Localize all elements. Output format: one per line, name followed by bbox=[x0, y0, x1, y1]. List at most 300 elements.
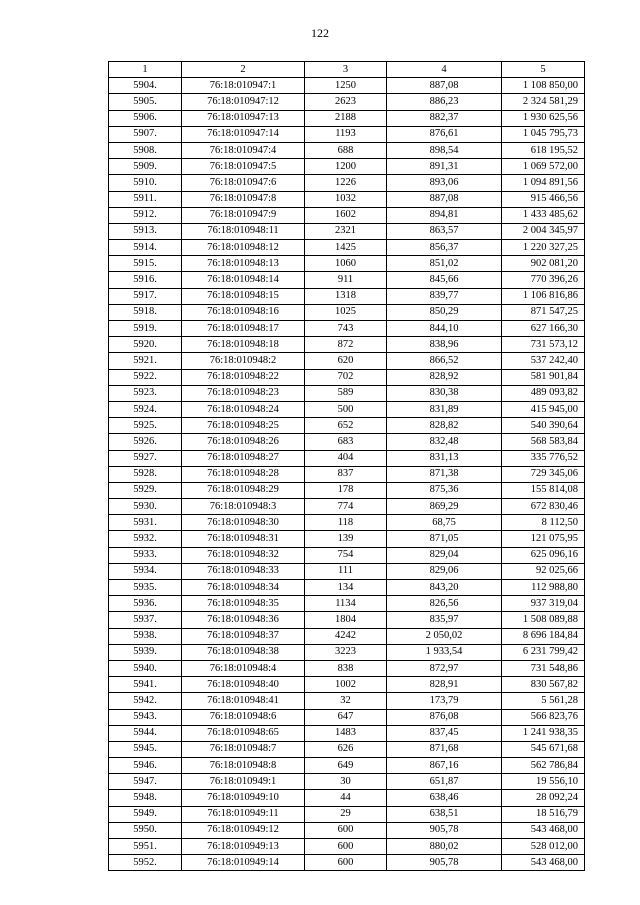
row-number-cell: 5952. bbox=[109, 855, 182, 871]
cadastral-number-cell: 76:18:010947:8 bbox=[182, 191, 305, 207]
cadastral-number-cell: 76:18:010948:15 bbox=[182, 288, 305, 304]
table-row bbox=[109, 515, 585, 531]
cadastral-number-cell: 76:18:010948:26 bbox=[182, 434, 305, 450]
area-cell: 1226 bbox=[305, 175, 387, 191]
area-cell: 649 bbox=[305, 758, 387, 774]
area-cell: 1602 bbox=[305, 207, 387, 223]
table-row bbox=[109, 693, 585, 709]
row-number-cell: 5931. bbox=[109, 515, 182, 531]
rate-cell: 867,16 bbox=[387, 758, 502, 774]
rate-cell: 872,97 bbox=[387, 660, 502, 676]
row-number-cell: 5913. bbox=[109, 223, 182, 239]
row-number-cell: 5950. bbox=[109, 822, 182, 838]
value-cell: 92 025,66 bbox=[502, 563, 585, 579]
table-row bbox=[109, 822, 585, 838]
rate-cell: 835,97 bbox=[387, 612, 502, 628]
row-number-cell: 5925. bbox=[109, 418, 182, 434]
rate-cell: 882,37 bbox=[387, 110, 502, 126]
row-number-cell: 5937. bbox=[109, 612, 182, 628]
row-number-cell: 5921. bbox=[109, 353, 182, 369]
cadastral-number-cell: 76:18:010948:38 bbox=[182, 644, 305, 660]
value-cell: 1 241 938,35 bbox=[502, 725, 585, 741]
area-cell: 1193 bbox=[305, 126, 387, 142]
value-cell: 915 466,56 bbox=[502, 191, 585, 207]
table-row bbox=[109, 142, 585, 158]
table-row bbox=[109, 159, 585, 175]
value-cell: 1 045 795,73 bbox=[502, 126, 585, 142]
value-cell: 770 396,26 bbox=[502, 272, 585, 288]
row-number-cell: 5941. bbox=[109, 677, 182, 693]
column-header: 3 bbox=[305, 62, 387, 78]
row-number-cell: 5935. bbox=[109, 580, 182, 596]
area-cell: 837 bbox=[305, 466, 387, 482]
rate-cell: 1 933,54 bbox=[387, 644, 502, 660]
row-number-cell: 5944. bbox=[109, 725, 182, 741]
row-number-cell: 5936. bbox=[109, 596, 182, 612]
rate-cell: 891,31 bbox=[387, 159, 502, 175]
rate-cell: 845,66 bbox=[387, 272, 502, 288]
row-number-cell: 5927. bbox=[109, 450, 182, 466]
area-cell: 2623 bbox=[305, 94, 387, 110]
rate-cell: 905,78 bbox=[387, 822, 502, 838]
area-cell: 838 bbox=[305, 660, 387, 676]
rate-cell: 843,20 bbox=[387, 580, 502, 596]
cadastral-number-cell: 76:18:010947:14 bbox=[182, 126, 305, 142]
cadastral-number-cell: 76:18:010949:11 bbox=[182, 806, 305, 822]
value-cell: 540 390,64 bbox=[502, 418, 585, 434]
row-number-cell: 5945. bbox=[109, 741, 182, 757]
table-row bbox=[109, 369, 585, 385]
area-cell: 626 bbox=[305, 741, 387, 757]
table-body bbox=[109, 78, 585, 871]
table-row bbox=[109, 660, 585, 676]
cadastral-number-cell: 76:18:010948:37 bbox=[182, 628, 305, 644]
rate-cell: 866,52 bbox=[387, 353, 502, 369]
area-cell: 134 bbox=[305, 580, 387, 596]
table-row bbox=[109, 677, 585, 693]
row-number-cell: 5916. bbox=[109, 272, 182, 288]
area-cell: 2188 bbox=[305, 110, 387, 126]
row-number-cell: 5908. bbox=[109, 142, 182, 158]
value-cell: 543 468,00 bbox=[502, 855, 585, 871]
row-number-cell: 5917. bbox=[109, 288, 182, 304]
area-cell: 743 bbox=[305, 321, 387, 337]
cadastral-number-cell: 76:18:010947:12 bbox=[182, 94, 305, 110]
value-cell: 121 075,95 bbox=[502, 531, 585, 547]
row-number-cell: 5911. bbox=[109, 191, 182, 207]
rate-cell: 886,23 bbox=[387, 94, 502, 110]
rate-cell: 832,48 bbox=[387, 434, 502, 450]
row-number-cell: 5943. bbox=[109, 709, 182, 725]
table-row bbox=[109, 499, 585, 515]
cadastral-number-cell: 76:18:010948:25 bbox=[182, 418, 305, 434]
rate-cell: 894,81 bbox=[387, 207, 502, 223]
row-number-cell: 5933. bbox=[109, 547, 182, 563]
row-number-cell: 5946. bbox=[109, 758, 182, 774]
value-cell: 2 324 581,29 bbox=[502, 94, 585, 110]
rate-cell: 871,38 bbox=[387, 466, 502, 482]
rate-cell: 844,10 bbox=[387, 321, 502, 337]
value-cell: 528 012,00 bbox=[502, 839, 585, 855]
row-number-cell: 5915. bbox=[109, 256, 182, 272]
area-cell: 652 bbox=[305, 418, 387, 434]
column-header: 1 bbox=[109, 62, 182, 78]
cadastral-number-cell: 76:18:010948:65 bbox=[182, 725, 305, 741]
area-cell: 1134 bbox=[305, 596, 387, 612]
rate-cell: 828,91 bbox=[387, 677, 502, 693]
rate-cell: 831,89 bbox=[387, 401, 502, 417]
column-header: 2 bbox=[182, 62, 305, 78]
area-cell: 1025 bbox=[305, 304, 387, 320]
table-row bbox=[109, 288, 585, 304]
area-cell: 702 bbox=[305, 369, 387, 385]
row-number-cell: 5904. bbox=[109, 78, 182, 94]
area-cell: 620 bbox=[305, 353, 387, 369]
rate-cell: 829,04 bbox=[387, 547, 502, 563]
cadastral-number-cell: 76:18:010948:14 bbox=[182, 272, 305, 288]
rate-cell: 850,29 bbox=[387, 304, 502, 320]
area-cell: 774 bbox=[305, 499, 387, 515]
cadastral-number-cell: 76:18:010948:2 bbox=[182, 353, 305, 369]
rate-cell: 839,77 bbox=[387, 288, 502, 304]
table-row bbox=[109, 450, 585, 466]
page-number: 122 bbox=[311, 26, 329, 40]
row-number-cell: 5912. bbox=[109, 207, 182, 223]
column-header: 5 bbox=[502, 62, 585, 78]
area-cell: 1425 bbox=[305, 240, 387, 256]
rate-cell: 173,79 bbox=[387, 693, 502, 709]
value-cell: 112 988,80 bbox=[502, 580, 585, 596]
area-cell: 600 bbox=[305, 855, 387, 871]
table-row bbox=[109, 418, 585, 434]
table-row bbox=[109, 304, 585, 320]
row-number-cell: 5920. bbox=[109, 337, 182, 353]
area-cell: 647 bbox=[305, 709, 387, 725]
cadastral-number-cell: 76:18:010948:6 bbox=[182, 709, 305, 725]
area-cell: 30 bbox=[305, 774, 387, 790]
area-cell: 600 bbox=[305, 822, 387, 838]
cadastral-number-cell: 76:18:010947:5 bbox=[182, 159, 305, 175]
cadastral-number-cell: 76:18:010948:11 bbox=[182, 223, 305, 239]
value-cell: 537 242,40 bbox=[502, 353, 585, 369]
table-row bbox=[109, 191, 585, 207]
value-cell: 2 004 345,97 bbox=[502, 223, 585, 239]
row-number-cell: 5929. bbox=[109, 482, 182, 498]
table-row bbox=[109, 644, 585, 660]
value-cell: 1 108 850,00 bbox=[502, 78, 585, 94]
cadastral-number-cell: 76:18:010948:31 bbox=[182, 531, 305, 547]
area-cell: 754 bbox=[305, 547, 387, 563]
table-row bbox=[109, 272, 585, 288]
rate-cell: 2 050,02 bbox=[387, 628, 502, 644]
table-row bbox=[109, 547, 585, 563]
rate-cell: 828,82 bbox=[387, 418, 502, 434]
rate-cell: 869,29 bbox=[387, 499, 502, 515]
cadastral-number-cell: 76:18:010949:14 bbox=[182, 855, 305, 871]
value-cell: 543 468,00 bbox=[502, 822, 585, 838]
table-row bbox=[109, 94, 585, 110]
rate-cell: 638,51 bbox=[387, 806, 502, 822]
area-cell: 600 bbox=[305, 839, 387, 855]
rate-cell: 826,56 bbox=[387, 596, 502, 612]
rate-cell: 856,37 bbox=[387, 240, 502, 256]
area-cell: 1032 bbox=[305, 191, 387, 207]
row-number-cell: 5934. bbox=[109, 563, 182, 579]
cadastral-number-cell: 76:18:010948:7 bbox=[182, 741, 305, 757]
table-row bbox=[109, 563, 585, 579]
cadastral-number-cell: 76:18:010947:13 bbox=[182, 110, 305, 126]
row-number-cell: 5949. bbox=[109, 806, 182, 822]
value-cell: 28 092,24 bbox=[502, 790, 585, 806]
rate-cell: 651,87 bbox=[387, 774, 502, 790]
area-cell: 589 bbox=[305, 385, 387, 401]
cadastral-number-cell: 76:18:010948:33 bbox=[182, 563, 305, 579]
cadastral-number-cell: 76:18:010948:8 bbox=[182, 758, 305, 774]
rate-cell: 898,54 bbox=[387, 142, 502, 158]
cadastral-number-cell: 76:18:010948:16 bbox=[182, 304, 305, 320]
rate-cell: 887,08 bbox=[387, 78, 502, 94]
table-row bbox=[109, 207, 585, 223]
rate-cell: 837,45 bbox=[387, 725, 502, 741]
area-cell: 688 bbox=[305, 142, 387, 158]
value-cell: 6 231 799,42 bbox=[502, 644, 585, 660]
value-cell: 627 166,30 bbox=[502, 321, 585, 337]
rate-cell: 875,36 bbox=[387, 482, 502, 498]
cadastral-number-cell: 76:18:010948:34 bbox=[182, 580, 305, 596]
row-number-cell: 5942. bbox=[109, 693, 182, 709]
value-cell: 562 786,84 bbox=[502, 758, 585, 774]
area-cell: 1250 bbox=[305, 78, 387, 94]
value-cell: 731 573,12 bbox=[502, 337, 585, 353]
cadastral-number-cell: 76:18:010948:41 bbox=[182, 693, 305, 709]
value-cell: 871 547,25 bbox=[502, 304, 585, 320]
cadastral-number-cell: 76:18:010948:29 bbox=[182, 482, 305, 498]
row-number-cell: 5926. bbox=[109, 434, 182, 450]
value-cell: 1 220 327,25 bbox=[502, 240, 585, 256]
value-cell: 545 671,68 bbox=[502, 741, 585, 757]
value-cell: 155 814,08 bbox=[502, 482, 585, 498]
cadastral-number-cell: 76:18:010948:4 bbox=[182, 660, 305, 676]
cadastral-number-cell: 76:18:010948:36 bbox=[182, 612, 305, 628]
cadastral-number-cell: 76:18:010948:35 bbox=[182, 596, 305, 612]
row-number-cell: 5907. bbox=[109, 126, 182, 142]
table-row bbox=[109, 110, 585, 126]
value-cell: 1 069 572,00 bbox=[502, 159, 585, 175]
row-number-cell: 5906. bbox=[109, 110, 182, 126]
value-cell: 618 195,52 bbox=[502, 142, 585, 158]
area-cell: 683 bbox=[305, 434, 387, 450]
area-cell: 1318 bbox=[305, 288, 387, 304]
value-cell: 625 096,16 bbox=[502, 547, 585, 563]
rate-cell: 638,46 bbox=[387, 790, 502, 806]
cadastral-number-cell: 76:18:010948:24 bbox=[182, 401, 305, 417]
table-row bbox=[109, 709, 585, 725]
row-number-cell: 5947. bbox=[109, 774, 182, 790]
row-number-cell: 5914. bbox=[109, 240, 182, 256]
area-cell: 1804 bbox=[305, 612, 387, 628]
table-row bbox=[109, 725, 585, 741]
area-cell: 118 bbox=[305, 515, 387, 531]
value-cell: 1 094 891,56 bbox=[502, 175, 585, 191]
value-cell: 830 567,82 bbox=[502, 677, 585, 693]
row-number-cell: 5940. bbox=[109, 660, 182, 676]
table-row bbox=[109, 596, 585, 612]
table-row bbox=[109, 758, 585, 774]
area-cell: 500 bbox=[305, 401, 387, 417]
rate-cell: 828,92 bbox=[387, 369, 502, 385]
value-cell: 581 901,84 bbox=[502, 369, 585, 385]
cadastral-number-cell: 76:18:010948:3 bbox=[182, 499, 305, 515]
row-number-cell: 5932. bbox=[109, 531, 182, 547]
table-row bbox=[109, 580, 585, 596]
row-number-cell: 5939. bbox=[109, 644, 182, 660]
column-header: 4 bbox=[387, 62, 502, 78]
data-table bbox=[108, 61, 585, 871]
area-cell: 911 bbox=[305, 272, 387, 288]
area-cell: 29 bbox=[305, 806, 387, 822]
area-cell: 139 bbox=[305, 531, 387, 547]
value-cell: 566 823,76 bbox=[502, 709, 585, 725]
cadastral-number-cell: 76:18:010949:13 bbox=[182, 839, 305, 855]
table-row bbox=[109, 628, 585, 644]
value-cell: 1 930 625,56 bbox=[502, 110, 585, 126]
table-row bbox=[109, 434, 585, 450]
value-cell: 1 508 089,88 bbox=[502, 612, 585, 628]
row-number-cell: 5928. bbox=[109, 466, 182, 482]
table-row bbox=[109, 223, 585, 239]
rate-cell: 880,02 bbox=[387, 839, 502, 855]
rate-cell: 876,08 bbox=[387, 709, 502, 725]
value-cell: 731 548,86 bbox=[502, 660, 585, 676]
rate-cell: 851,02 bbox=[387, 256, 502, 272]
value-cell: 672 830,46 bbox=[502, 499, 585, 515]
area-cell: 44 bbox=[305, 790, 387, 806]
row-number-cell: 5951. bbox=[109, 839, 182, 855]
area-cell: 404 bbox=[305, 450, 387, 466]
table-row bbox=[109, 839, 585, 855]
table-row bbox=[109, 401, 585, 417]
rate-cell: 830,38 bbox=[387, 385, 502, 401]
value-cell: 568 583,84 bbox=[502, 434, 585, 450]
table-row bbox=[109, 741, 585, 757]
table-row bbox=[109, 466, 585, 482]
cadastral-number-cell: 76:18:010949:1 bbox=[182, 774, 305, 790]
row-number-cell: 5938. bbox=[109, 628, 182, 644]
row-number-cell: 5909. bbox=[109, 159, 182, 175]
area-cell: 872 bbox=[305, 337, 387, 353]
value-cell: 335 776,52 bbox=[502, 450, 585, 466]
cadastral-number-cell: 76:18:010948:28 bbox=[182, 466, 305, 482]
table-row bbox=[109, 353, 585, 369]
rate-cell: 893,06 bbox=[387, 175, 502, 191]
rate-cell: 829,06 bbox=[387, 563, 502, 579]
row-number-cell: 5930. bbox=[109, 499, 182, 515]
row-number-cell: 5948. bbox=[109, 790, 182, 806]
area-cell: 4242 bbox=[305, 628, 387, 644]
value-cell: 8 112,50 bbox=[502, 515, 585, 531]
cadastral-number-cell: 76:18:010948:40 bbox=[182, 677, 305, 693]
value-cell: 729 345,06 bbox=[502, 466, 585, 482]
cadastral-number-cell: 76:18:010948:18 bbox=[182, 337, 305, 353]
rate-cell: 871,68 bbox=[387, 741, 502, 757]
value-cell: 489 093,82 bbox=[502, 385, 585, 401]
area-cell: 1483 bbox=[305, 725, 387, 741]
table-row bbox=[109, 175, 585, 191]
rate-cell: 68,75 bbox=[387, 515, 502, 531]
row-number-cell: 5924. bbox=[109, 401, 182, 417]
cadastral-number-cell: 76:18:010949:12 bbox=[182, 822, 305, 838]
table-row bbox=[109, 855, 585, 871]
row-number-cell: 5919. bbox=[109, 321, 182, 337]
rate-cell: 863,57 bbox=[387, 223, 502, 239]
row-number-cell: 5905. bbox=[109, 94, 182, 110]
table-row bbox=[109, 482, 585, 498]
cadastral-number-cell: 76:18:010948:27 bbox=[182, 450, 305, 466]
table-row bbox=[109, 126, 585, 142]
value-cell: 937 319,04 bbox=[502, 596, 585, 612]
value-cell: 19 556,10 bbox=[502, 774, 585, 790]
table-row bbox=[109, 256, 585, 272]
rate-cell: 887,08 bbox=[387, 191, 502, 207]
rate-cell: 831,13 bbox=[387, 450, 502, 466]
cadastral-number-cell: 76:18:010948:17 bbox=[182, 321, 305, 337]
row-number-cell: 5922. bbox=[109, 369, 182, 385]
area-cell: 111 bbox=[305, 563, 387, 579]
table-row bbox=[109, 321, 585, 337]
table-row bbox=[109, 240, 585, 256]
cadastral-number-cell: 76:18:010947:9 bbox=[182, 207, 305, 223]
cadastral-number-cell: 76:18:010948:12 bbox=[182, 240, 305, 256]
value-cell: 8 696 184,84 bbox=[502, 628, 585, 644]
value-cell: 902 081,20 bbox=[502, 256, 585, 272]
rate-cell: 838,96 bbox=[387, 337, 502, 353]
row-number-cell: 5923. bbox=[109, 385, 182, 401]
rate-cell: 876,61 bbox=[387, 126, 502, 142]
area-cell: 1200 bbox=[305, 159, 387, 175]
table-row bbox=[109, 612, 585, 628]
cadastral-number-cell: 76:18:010948:23 bbox=[182, 385, 305, 401]
table-row bbox=[109, 385, 585, 401]
table-row bbox=[109, 790, 585, 806]
table-header-row bbox=[109, 62, 585, 78]
row-number-cell: 5918. bbox=[109, 304, 182, 320]
table-row bbox=[109, 531, 585, 547]
row-number-cell: 5910. bbox=[109, 175, 182, 191]
cadastral-number-cell: 76:18:010947:6 bbox=[182, 175, 305, 191]
area-cell: 1002 bbox=[305, 677, 387, 693]
table-row bbox=[109, 806, 585, 822]
value-cell: 415 945,00 bbox=[502, 401, 585, 417]
area-cell: 2321 bbox=[305, 223, 387, 239]
cadastral-number-cell: 76:18:010949:10 bbox=[182, 790, 305, 806]
area-cell: 1060 bbox=[305, 256, 387, 272]
cadastral-number-cell: 76:18:010948:22 bbox=[182, 369, 305, 385]
cadastral-number-cell: 76:18:010948:30 bbox=[182, 515, 305, 531]
cadastral-number-cell: 76:18:010947:1 bbox=[182, 78, 305, 94]
cadastral-number-cell: 76:18:010947:4 bbox=[182, 142, 305, 158]
table-row bbox=[109, 774, 585, 790]
value-cell: 1 433 485,62 bbox=[502, 207, 585, 223]
table-row bbox=[109, 78, 585, 94]
area-cell: 3223 bbox=[305, 644, 387, 660]
area-cell: 32 bbox=[305, 693, 387, 709]
value-cell: 1 106 816,86 bbox=[502, 288, 585, 304]
rate-cell: 871,05 bbox=[387, 531, 502, 547]
value-cell: 18 516,79 bbox=[502, 806, 585, 822]
value-cell: 5 561,28 bbox=[502, 693, 585, 709]
rate-cell: 905,78 bbox=[387, 855, 502, 871]
cadastral-number-cell: 76:18:010948:13 bbox=[182, 256, 305, 272]
